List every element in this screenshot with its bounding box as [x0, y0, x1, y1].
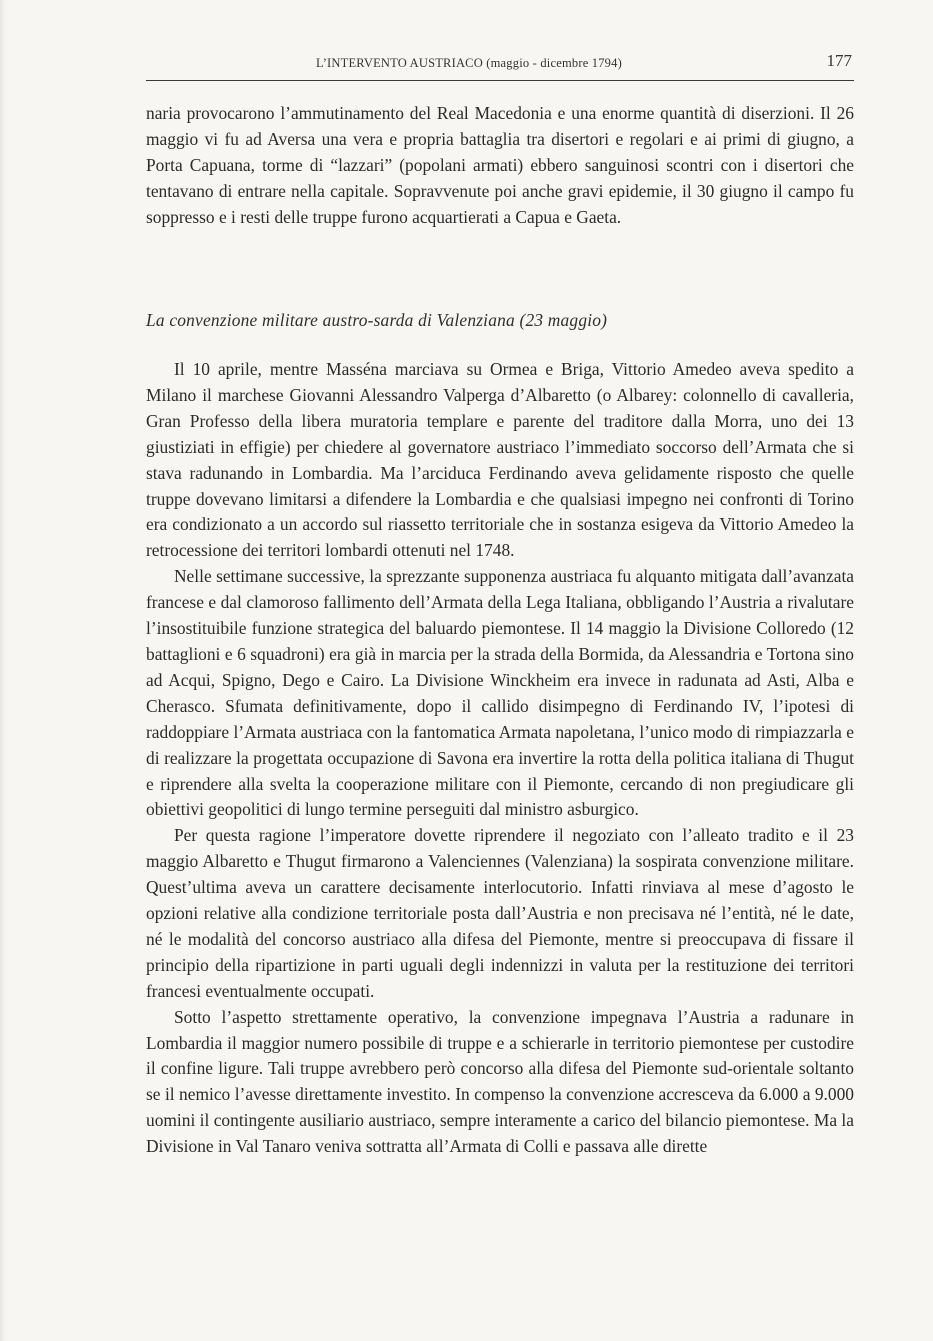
section-text-block: [146, 357, 854, 1160]
opening-text-block: [146, 101, 854, 231]
page-number: 177: [826, 51, 852, 70]
section-paragraph-1: Il 10 aprile, mentre Masséna marciava su Ormea e Briga, Vittorio Amedeo aveva spedito a Milano il marchese Giovanni Alessandro Valperga d’Albaretto (o Albarey: colonnello di cavalleria, Gran Professo della libera muratoria templare e parente del traditore dalla Morra, uno dei 13 giustiziati in effigie) per chiedere al governatore austriaco l’immediato soccorso dell’Armata che si stava radunando in Lombardia. Ma l’arciduca Ferdinando aveva gelidamente risposto che quelle truppe dovevano limitarsi a difendere la Lombardia e che qualsiasi impegno nei confronti di Torino era condizionato a un accordo sul riassetto territoriale che in sostanza esigeva da Vittorio Amedeo la retrocessione dei territori lombardi ottenuti nel 1748.: [146, 359, 854, 561]
section-heading: La convenzione militare austro-sarda di Valenziana (23 maggio): [146, 310, 608, 330]
running-header: [146, 48, 854, 81]
section-paragraph-2: Nelle settimane successive, la sprezzante supponenza austriaca fu alquanto mitigata dall’avanzata francese e dal clamoroso fallimento dell’Armata della Lega Italiana, obbligando l’Austria a rivalutare l’insostituibile funzione strategica del baluardo piemontese. Il 14 maggio la Divisione Colloredo (12 battaglioni e 6 squadroni) era già in marcia per la strada della Bormida, da Alessandria e Tortona sino ad Acqui, Spigno, Dego e Cairo. La Divisione Winckheim era invece in radunata ad Asti, Alba e Cherasco. Sfumata definitivamente, dopo il callido disimpegno di Ferdinando IV, l’ipotesi di raddoppiare l’Armata austriaca con la fantomatica Armata napoletana, l’unico modo di rimpiazzarla e di realizzare la progettata occupazione di Savona era invertire la rotta della politica italiana di Thugut e riprendere alla svelta la cooperazione militare con il Piemonte, cercando di non pregiudicare gli obiettivi geopolitici di lungo termine perseguiti dal ministro asburgico.: [146, 566, 854, 820]
opening-paragraph: naria provocarono l’ammutinamento del Real Macedonia e una enorme quantità di diserzioni. Il 26 maggio vi fu ad Aversa una vera e propria battaglia tra disertori e regolari e ai primi di giugno, a Porta Capuana, torme di “lazzari” (popolani armati) ebbero sanguinosi scontri con i disertori che tentavano di entrare nella capitale. Sopravvenute poi anche gravi epidemie, il 30 giugno il campo fu soppresso e i resti delle truppe furono acquartierati a Capua e Gaeta.: [146, 103, 854, 227]
running-title: L’INTERVENTO AUSTRIACO (maggio - dicembre 1794): [316, 56, 622, 70]
page-scan-edge: [0, 0, 6, 1341]
section-paragraph-3: Per questa ragione l’imperatore dovette riprendere il negoziato con l’alleato tradito e il 23 maggio Albaretto e Thugut firmarono a Valenciennes (Valenziana) la sospirata convenzione militare. Quest’ultima aveva un carattere decisamente interlocutorio. Infatti rinviava al mese d’agosto le opzioni relative alla condizione territoriale posta dall’Austria e non precisava né l’entità, né le date, né le modalità del concorso austriaco alla difesa del Piemonte, mentre si preoccupava di fissare il principio della ripartizione in parti uguali degli indennizzi in valuta per la restituzione dei territori francesi eventualmente occupati.: [146, 825, 854, 1001]
section-paragraph-4: Sotto l’aspetto strettamente operativo, la convenzione impegnava l’Austria a radunare in Lombardia il maggior numero possibile di truppe e a schierarle in territorio piemontese per custodire il confine ligure. Tali truppe avrebbero però concorso alla difesa del Piemonte sud-orientale soltanto se il nemico l’avesse direttamente investito. In compenso la convenzione accresceva da 6.000 a 9.000 uomini il contingente ausiliario austriaco, sempre interamente a carico del bilancio piemontese. Ma la Divisione in Val Tanaro veniva sottratta all’Armata di Colli e passava alle dirette: [146, 1006, 854, 1157]
